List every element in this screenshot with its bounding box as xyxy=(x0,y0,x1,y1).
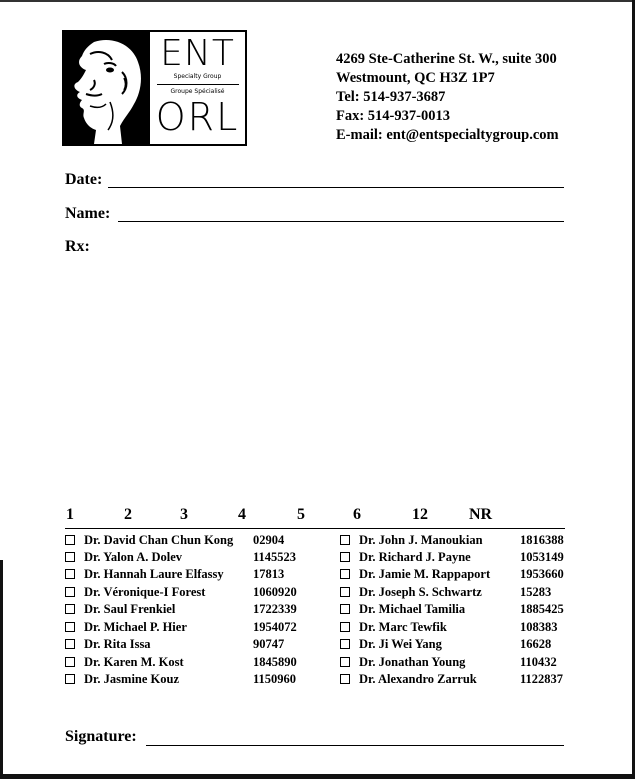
doctor-checkbox[interactable] xyxy=(340,622,350,632)
face-profile-illustration xyxy=(64,32,150,144)
doctor-checkbox[interactable] xyxy=(65,622,75,632)
page-border-bottom xyxy=(0,774,635,779)
doctor-checkbox[interactable] xyxy=(340,604,350,614)
doctor-license: 1722339 xyxy=(253,602,297,616)
doctor-name: Dr. Saul Frenkiel xyxy=(84,602,176,616)
logo-divider xyxy=(157,84,239,85)
doctor-checkbox[interactable] xyxy=(65,535,75,545)
doctor-checkbox[interactable] xyxy=(65,552,75,562)
doctor-name: Dr. Rita Issa xyxy=(84,637,151,651)
doctor-name: Dr. Joseph S. Schwartz xyxy=(359,585,482,599)
address-city: Westmount, QC H3Z 1P7 xyxy=(336,70,495,86)
address-street: 4269 Ste-Catherine St. W., suite 300 xyxy=(336,51,557,67)
doctor-name: Dr. Jasmine Kouz xyxy=(84,672,180,686)
doctor-name: Dr. Alexandro Zarruk xyxy=(359,672,477,686)
doctor-checkbox[interactable] xyxy=(340,639,350,649)
doctor-checkbox[interactable] xyxy=(65,569,75,579)
doctor-checkbox[interactable] xyxy=(340,535,350,545)
doctor-license: 108383 xyxy=(520,620,558,634)
signature-field[interactable] xyxy=(146,745,564,746)
refill-option-nr[interactable]: NR xyxy=(469,506,493,523)
page-border-top xyxy=(0,0,635,2)
name-field[interactable] xyxy=(118,221,564,222)
doctor-checkbox[interactable] xyxy=(340,674,350,684)
doctor-name: Dr. Hannah Laure Elfassy xyxy=(84,567,224,581)
doctor-license: 02904 xyxy=(253,533,285,547)
doctor-name: Dr. Ji Wei Yang xyxy=(359,637,442,651)
doctor-license: 17813 xyxy=(253,567,285,581)
logo-subtitle-en: Specialty Group xyxy=(173,73,222,80)
doctor-license: 1954072 xyxy=(253,620,297,634)
doctor-license: 1816388 xyxy=(520,533,564,547)
refill-options xyxy=(0,506,635,526)
doctor-license: 15283 xyxy=(520,585,552,599)
doctor-name: Dr. Yalon A. Dolev xyxy=(84,550,183,564)
doctor-checkbox[interactable] xyxy=(65,657,75,667)
doctor-license: 110432 xyxy=(520,655,557,669)
doctor-name: Dr. Richard J. Payne xyxy=(359,550,471,564)
logo-title: ENT xyxy=(160,33,235,74)
doctor-checkbox[interactable] xyxy=(340,569,350,579)
options-divider xyxy=(65,528,565,529)
clinic-address xyxy=(336,50,559,145)
doctor-name: Dr. Véronique-I Forest xyxy=(84,585,206,599)
doctor-license: 16628 xyxy=(520,637,552,651)
refill-option-2[interactable]: 2 xyxy=(124,506,132,523)
clinic-logo xyxy=(62,30,247,146)
doctor-license: 1145523 xyxy=(253,550,297,564)
doctor-checkbox[interactable] xyxy=(340,552,350,562)
doctor-license: 1845890 xyxy=(253,655,297,669)
doctor-checkbox[interactable] xyxy=(65,587,75,597)
doctor-name: Dr. John J. Manoukian xyxy=(359,533,483,547)
logo-title-fr: ORL xyxy=(155,95,240,139)
refill-option-4[interactable]: 4 xyxy=(238,506,246,523)
address-tel: Tel: 514-937-3687 xyxy=(336,89,446,105)
logo-subtitle-fr: Groupe Spécialisé xyxy=(170,88,225,95)
doctor-license: 1053149 xyxy=(520,550,564,564)
doctor-name: Dr. David Chan Chun Kong xyxy=(84,533,234,547)
rx-area[interactable] xyxy=(65,262,565,498)
address-fax: Fax: 514-937-0013 xyxy=(336,108,450,124)
address-email: E-mail: ent@entspecialtygroup.com xyxy=(336,127,559,143)
doctor-checkbox[interactable] xyxy=(65,674,75,684)
doctor-checkbox[interactable] xyxy=(65,639,75,649)
signature-label: Signature: xyxy=(65,728,137,745)
doctor-name: Dr. Marc Tewfik xyxy=(359,620,447,634)
refill-option-1[interactable]: 1 xyxy=(66,506,74,523)
refill-option-6[interactable]: 6 xyxy=(353,506,361,523)
refill-option-5[interactable]: 5 xyxy=(297,506,305,523)
doctor-checkbox[interactable] xyxy=(340,657,350,667)
name-label: Name: xyxy=(65,205,111,222)
date-label: Date: xyxy=(65,171,103,188)
doctor-checkbox[interactable] xyxy=(65,604,75,614)
rx-label: Rx: xyxy=(65,238,90,255)
refill-option-3[interactable]: 3 xyxy=(180,506,188,523)
doctor-name: Dr. Jonathan Young xyxy=(359,655,466,669)
doctor-license: 1150960 xyxy=(253,672,297,686)
page-border-left xyxy=(0,560,3,779)
doctor-checkbox[interactable] xyxy=(340,587,350,597)
doctor-name: Dr. Michael P. Hier xyxy=(84,620,187,634)
doctor-name: Dr. Jamie M. Rappaport xyxy=(359,567,491,581)
doctor-license: 90747 xyxy=(253,637,285,651)
doctor-name: Dr. Karen M. Kost xyxy=(84,655,184,669)
doctor-name: Dr. Michael Tamilia xyxy=(359,602,466,616)
doctor-license: 1953660 xyxy=(520,567,564,581)
doctor-license: 1122837 xyxy=(520,672,564,686)
date-field[interactable] xyxy=(108,187,564,188)
doctor-license: 1060920 xyxy=(253,585,297,599)
logo-wordmark xyxy=(152,32,243,144)
doctor-license: 1885425 xyxy=(520,602,564,616)
refill-option-12[interactable]: 12 xyxy=(412,506,428,523)
